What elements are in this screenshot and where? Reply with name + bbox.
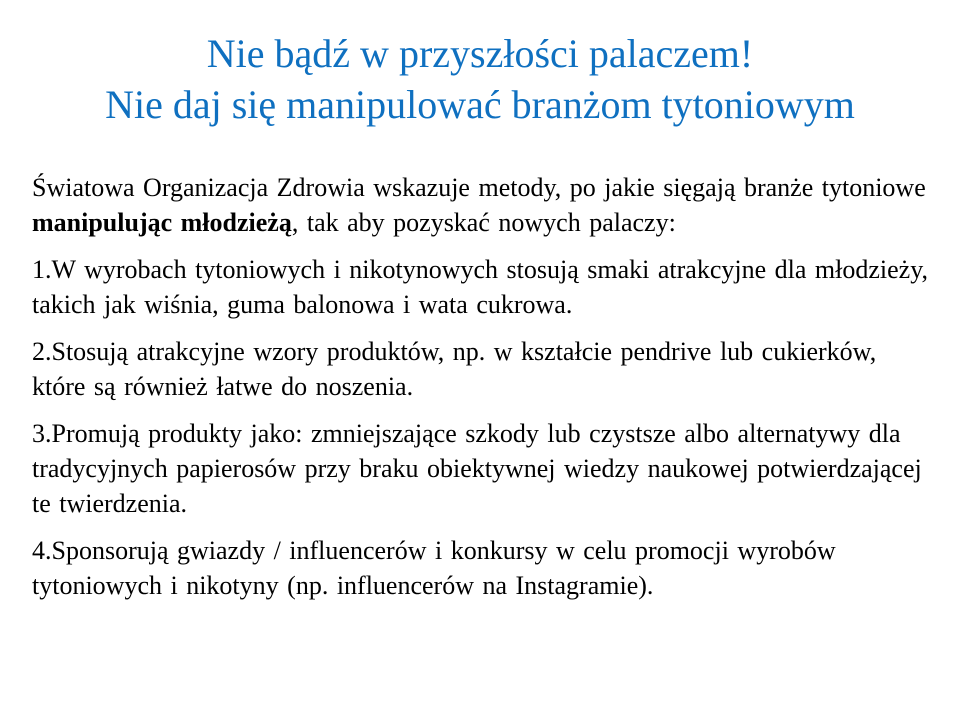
point-4: 4.Sponsorują gwiazdy / influencerów i konkursy w celu promocji wyrobów tytoniowych i nikotyny (np. influencerów na Instagramie). bbox=[32, 536, 836, 600]
intro-text-start: Światowa Organizacja Zdrowia wskazuje metody, po jakie sięgają branże tytoniowe bbox=[32, 173, 926, 202]
point-1: 1.W wyrobach tytoniowych i nikotynowych stosują smaki atrakcyjne dla młodzieży, takich jak wiśnia, guma balonowa i wata cukrowa. bbox=[32, 255, 929, 319]
slide-body bbox=[32, 170, 932, 615]
point-3: 3.Promują produkty jako: zmniejszające szkody lub czystsze albo alternatywy dla tradycyjnych papierosów przy braku obiektywnej wiedzy naukowej potwierdzającej te twierdzenia. bbox=[32, 419, 922, 518]
title-line-1: Nie bądź w przyszłości palaczem! bbox=[206, 31, 754, 76]
point-2: 2.Stosują atrakcyjne wzory produktów, np. w kształcie pendrive lub cukierków, które są również łatwe do noszenia. bbox=[32, 337, 877, 401]
title-line-2: Nie daj się manipulować branżom tytoniowym bbox=[105, 82, 855, 127]
intro-paragraph bbox=[32, 170, 932, 240]
slide-title bbox=[20, 28, 940, 130]
intro-text-end: , tak aby pozyskać nowych palaczy: bbox=[291, 208, 676, 237]
intro-bold-phrase: manipulując młodzieżą bbox=[32, 208, 292, 237]
